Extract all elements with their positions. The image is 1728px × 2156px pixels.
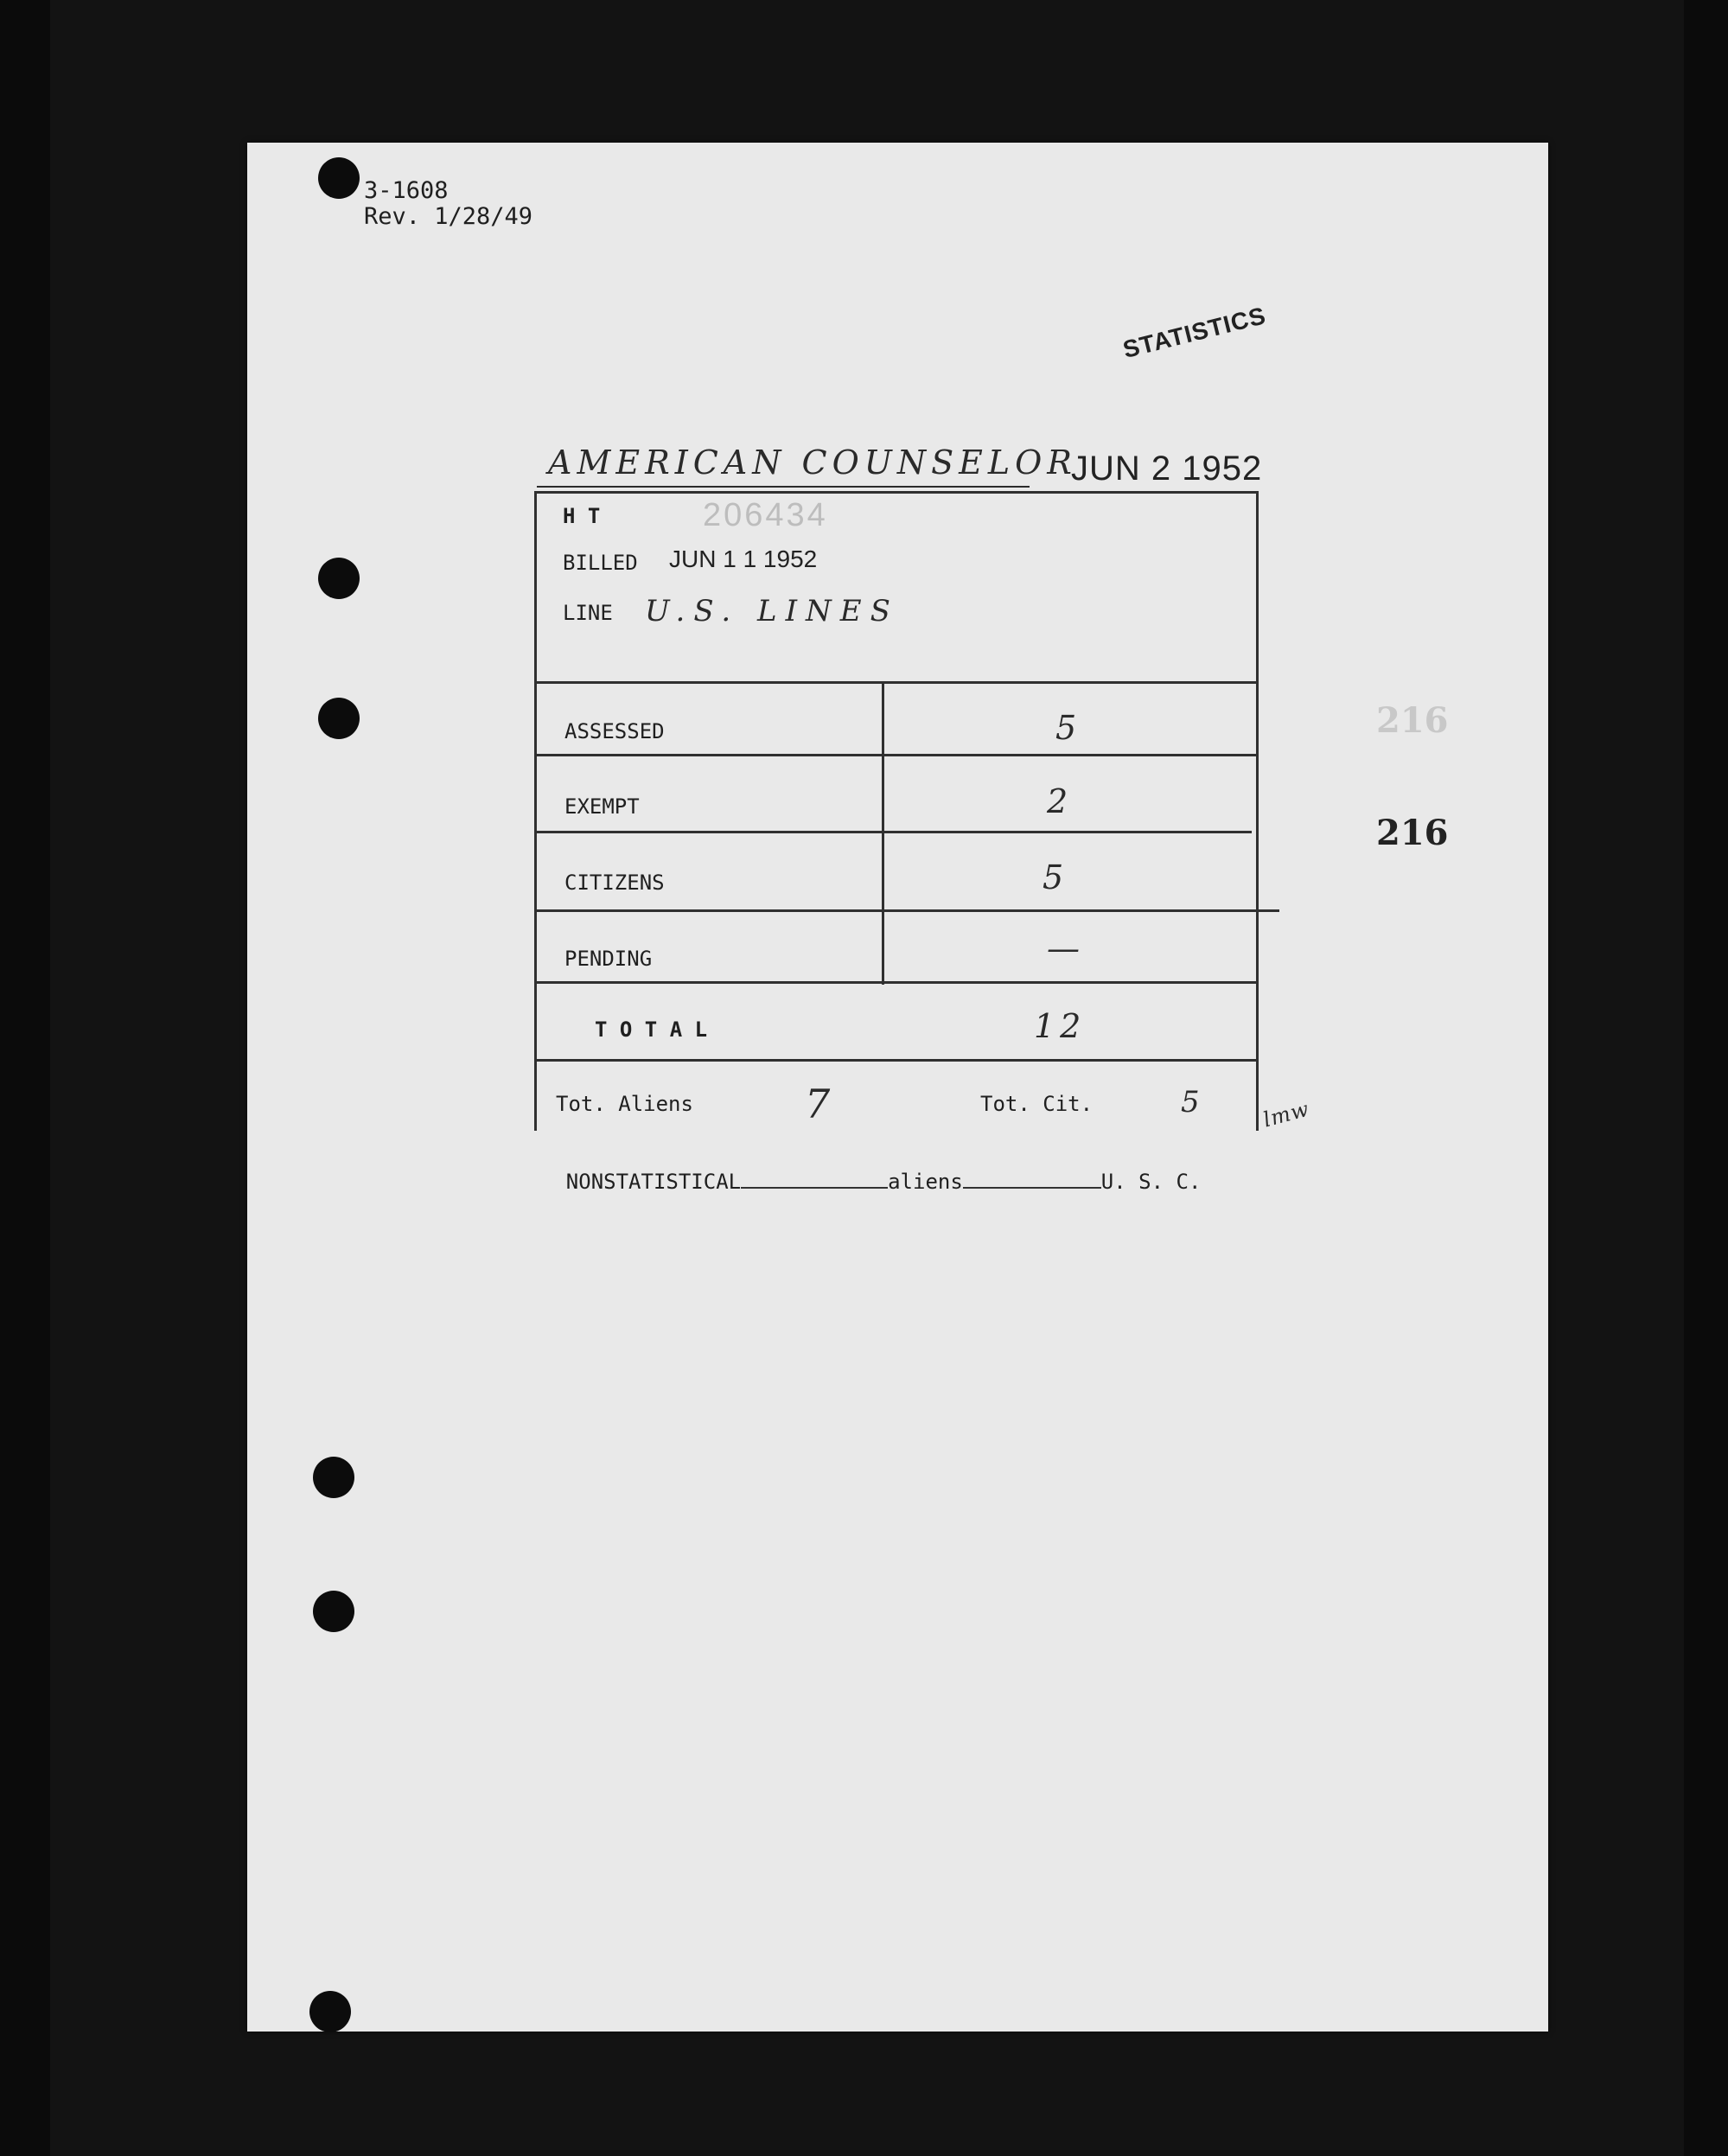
- total-value: 12: [1034, 1007, 1087, 1045]
- total-citizens-label: Tot. Cit.: [980, 1092, 1094, 1116]
- aliens-label: aliens: [888, 1170, 963, 1194]
- row-divider: [534, 831, 1252, 833]
- row-divider: [534, 909, 1279, 912]
- vessel-date: JUN 2 1952: [1071, 450, 1263, 488]
- punch-hole: [313, 1457, 354, 1498]
- row-divider: [534, 981, 1259, 984]
- line-label: LINE: [563, 601, 613, 625]
- total-label: T O T A L: [595, 1017, 708, 1042]
- punch-hole: [313, 1591, 354, 1632]
- row-value-pending: —: [1047, 929, 1085, 967]
- row-divider: [534, 754, 1259, 756]
- punch-hole: [309, 1991, 351, 2032]
- vessel-underline: [537, 486, 1030, 488]
- form-revision: Rev. 1/28/49: [364, 203, 533, 230]
- aliens-blank: [963, 1168, 1101, 1189]
- row-label-citizens: CITIZENS: [564, 871, 665, 895]
- side-number-bold: 216: [1376, 813, 1449, 853]
- row-label-assessed: ASSESSED: [564, 719, 665, 743]
- vessel-name: AMERICAN COUNSELOR: [548, 443, 1077, 482]
- billed-date: JUN 1 1 1952: [669, 545, 818, 572]
- billed-label: BILLED: [563, 551, 638, 575]
- punch-hole: [318, 558, 360, 599]
- side-number-faint: 216: [1376, 700, 1449, 741]
- nonstatistical-blank: [741, 1168, 888, 1189]
- line-value: U.S. LINES: [645, 594, 899, 628]
- row-label-exempt: EXEMPT: [564, 794, 640, 819]
- total-aliens-label: Tot. Aliens: [556, 1092, 693, 1116]
- table-top-border: [534, 491, 1259, 494]
- punch-hole: [318, 157, 360, 199]
- row-value-citizens: 5: [1043, 858, 1069, 896]
- nonstatistical-label: NONSTATISTICAL: [565, 1170, 742, 1194]
- column-divider: [882, 684, 884, 985]
- form-number: 3-1608: [364, 177, 449, 204]
- ht-label: H T: [563, 504, 601, 528]
- header-divider: [534, 681, 1259, 684]
- row-value-assessed: 5: [1055, 709, 1082, 747]
- nonstatistical-line: [516, 1144, 1201, 1218]
- row-divider: [534, 1059, 1259, 1062]
- table-right-border: [1256, 491, 1259, 1131]
- ht-number: 206434: [703, 497, 828, 533]
- row-value-exempt: 2: [1047, 782, 1074, 820]
- total-citizens-value: 5: [1181, 1085, 1205, 1119]
- total-aliens-value: 7: [805, 1081, 836, 1127]
- row-label-pending: PENDING: [564, 947, 653, 971]
- table-left-border: [534, 491, 537, 1131]
- initials: lmw: [1260, 1096, 1312, 1132]
- punch-hole: [318, 698, 360, 739]
- document-page: [247, 143, 1548, 2032]
- statistics-stamp: STATISTICS: [1120, 302, 1269, 364]
- usc-label: U. S. C.: [1100, 1170, 1202, 1194]
